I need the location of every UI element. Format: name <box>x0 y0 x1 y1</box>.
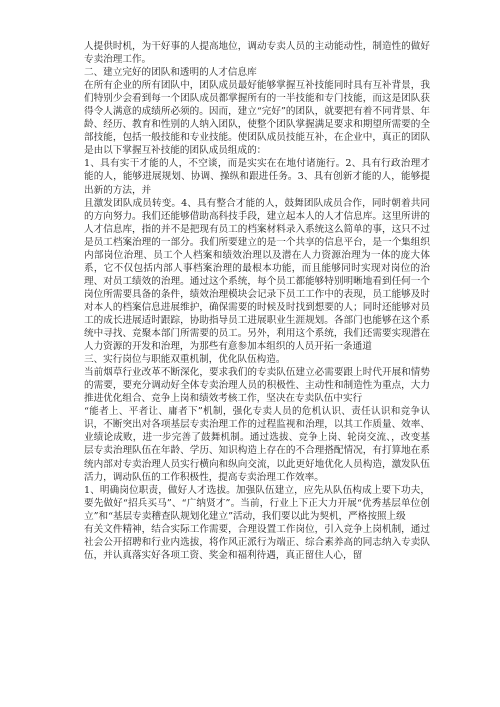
paragraph-reform: 当前烟草行业改革不断深化，要求我们的专卖队伍建立必需要跟上时代开展和情势的需要，要充分调动好全体专卖治理人员的积极性、主动性和制造性为重点，大力推进优化组合、竞争上岗和绩效考核工作，坚决在专卖队伍中实行 <box>84 367 430 405</box>
document-body <box>84 40 430 562</box>
section-heading-3: 三、实行岗位与职能双重机制，优化队伍构造。 <box>84 354 286 366</box>
paragraph-item-1-cont: 有关文件精神，结合实际工作需要，合理设置工作岗位，引入竞争上岗机制，通过社会公开招聘和行业内选拔，将作风正派行为端正、综合素养高的同志纳入专卖队伍，并认真落实好各项工资、奖金和福利待遇，真正留住人心，留 <box>84 523 430 561</box>
paragraph-intro-tail: 人提供时机，为干好事的人提高地位，调动专卖人员的主动能动性，制造性的做好专卖治理工作。 <box>84 41 430 66</box>
paragraph-item-1: 1、明确岗位职责，做好人才选拔。加强队伍建立，应先从队伍构成上要下功夫，要先做好“招兵买马”、“广纳贤才”。当前，行业上下正大力开展“优秀基层单位创立”和“基层专卖稽查队规划化建立”活动，我们要以此为契机，严格按照上级 <box>84 484 430 522</box>
paragraph-talent-database: 且激发团队成员转变。4、具有整合才能的人，鼓舞团队成员合作，同时朝着共同的方向努力。我们还能够借助高科技手段，建立起本人的人才信息库。这里所讲的人才信息库，指的并不是把现有员工的档案材料录入系统这么简单的事，这只不过是员工档案治理的一部分。我们所要建立的是一个共享的信息平台，是一个集组织内部岗位治理、员工个人档案和绩效治理以及潜在人力资源治理为一体的庞大体系，它不仅包括内部人事档案治理的最根本功能，而且能够同时实现对岗位的治理、对员工绩效的治理。通过这个系统，每个员工都能够特别明晰地看到任何一个岗位所需要具备的条件，绩效治理模块会记录下员工工作中的表现，员工能够及时对本人的档案信息进展维护，确保需要的时候及时找到想要的人；同时还能够对员工的成长进展适时跟踪，协助指导员工进展职业生涯规划。各部门也能够在这个系统中寻找、竞聚本部门所需要的员工。另外，利用这个系统，我们还需要实现潜在人力资源的开发和治理，为那些有意参加本组织的人员开拓一条通道 <box>84 197 430 353</box>
paragraph-mechanism: “能者上、平者让、庸者下”机制，强化专卖人员的危机认识、责任认识和竞争认识，不断突出对各项基层专卖治理工作的过程监视和治理，以其工作质量、效率、业绩论成败，进一步完善了鼓舞机制。通过选拔、竞争上岗、轮岗交流、，改变基层专卖治理队伍在年龄、学历、知识构造上存在的不合理搭配情况，有打算地在系统内部对专卖治理人员实行横向和纵向交流，以此更好地优化人员构造，激发队伍活力，调动队伍的工作积极性，提高专卖治理工作效率。 <box>84 406 430 483</box>
paragraph-team-skills: 在所有企业的所有团队中，团队成员最好能够掌握互补技能同时具有互补背景，我们特别少会看到每一个团队成员都掌握所有的一半技能和专门技能，而这是团队获得令人满意的成绩所必须的。因而，建立“完好”的团队，就要把有着不同背景、年龄、经历、教育和性别的人纳入团队，使整个团队掌握满足要求和期望所需要的全部技能，包括一般技能和专业技能。使团队成员技能互补，在企业中，真正的团队是由以下掌握互补技能的团队成员组成的： <box>84 80 430 157</box>
section-heading-2: 二、建立完好的团队和透明的人才信息库 <box>84 67 257 79</box>
paragraph-skill-list-1-3: 1、具有实干才能的人，不空谈，而是实实在在地付诸施行。2、具有行政治理才能的人，能够进展规划、协调、操纵和跟进任务。3、具有创新才能的人，能够提出新的方法，并 <box>84 158 430 196</box>
